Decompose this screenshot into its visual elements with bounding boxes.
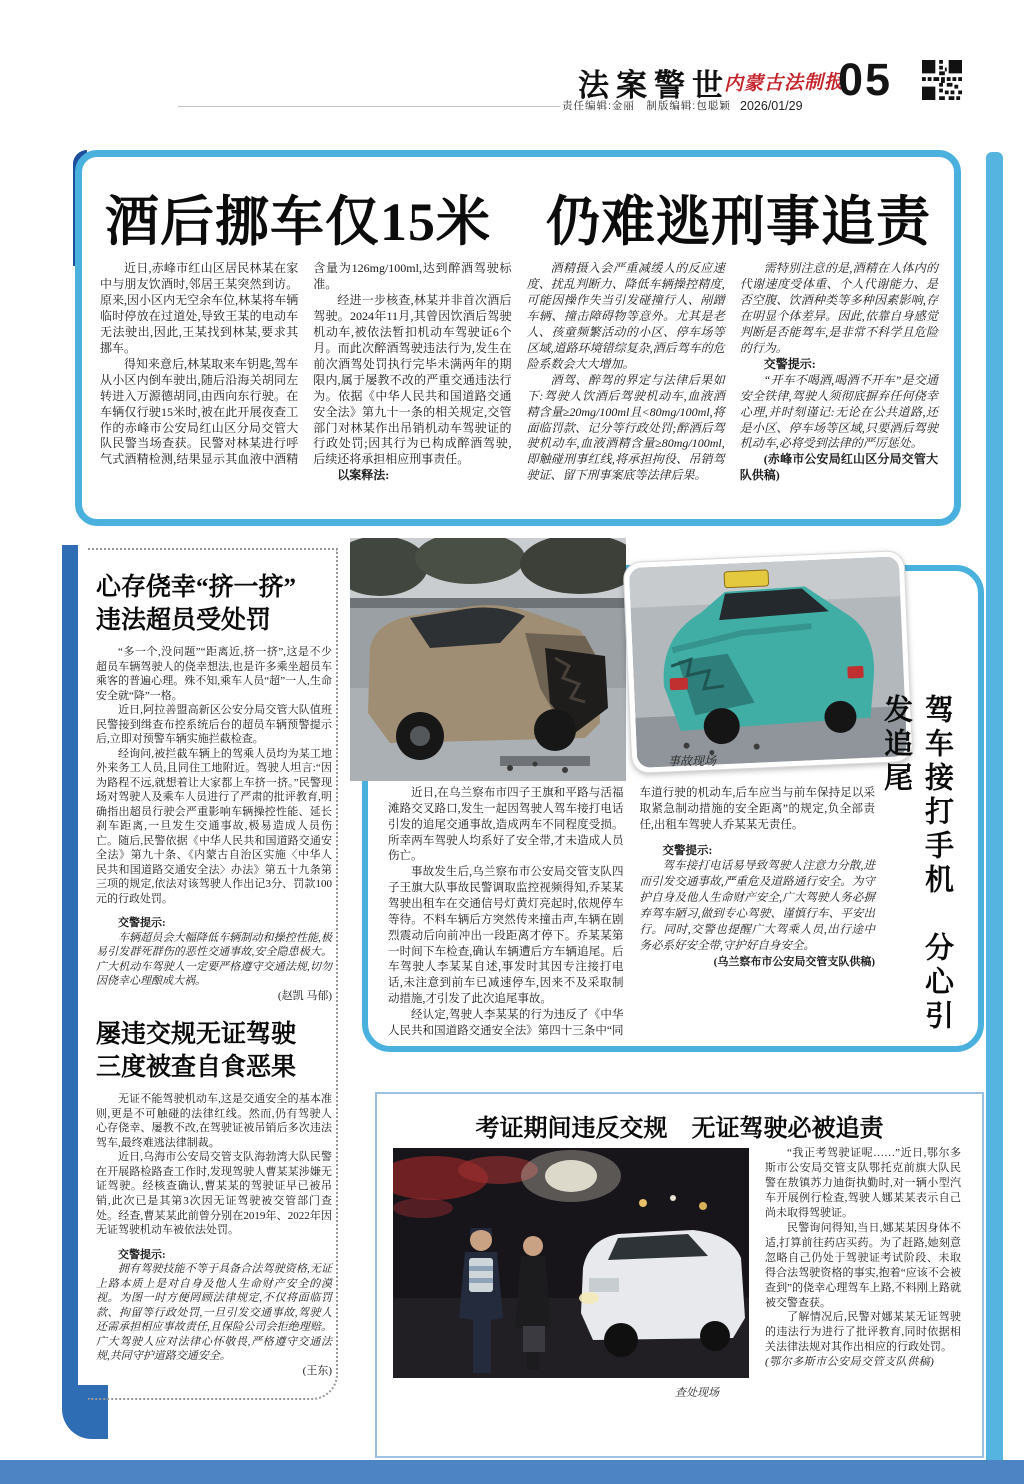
byline: (鄂尔多斯市公安局交管支队供稿) <box>765 1356 935 1369</box>
paragraph: 需特别注意的是,酒精在人体内的代谢速度受体重、个人代谢能力、是否空腹、饮酒种类等多种因素影响,存在明显个体差异。因此,依靠自身感觉判断是否能驾车,是非常不科学且危险的行为。 <box>739 261 938 355</box>
qr-code-icon <box>922 60 962 100</box>
exam-article-title: 考证期间违反交规 无证驾驶必被追责 <box>475 1116 884 1142</box>
crash-photo-suv <box>350 538 626 781</box>
phone-article-vertical-title: 驾车接打手机 分心引发追尾 <box>880 694 953 1034</box>
left-accent-bar <box>62 545 78 1387</box>
paragraph: 近日,阿拉善盟高新区公安分局交管大队值班民警接到缉查布控系统后台的超员车辆预警提示后,立即对预警车辆实施拦截检查。 <box>96 704 332 746</box>
crash-photo-sedan <box>623 550 914 774</box>
paragraph: “多一个,没问题”“距离近,挤一挤”,这是不少超员车辆驾驶人的侥幸想法,也是许多乘坐超员车乘客的普遍心理。殊不知,乘车人员“超”一人,生命安全就“降”一格。 <box>96 646 332 702</box>
byline: (赤峰市公安局红山区分局交管大队供稿) <box>739 452 938 483</box>
paragraph: 事故发生后,乌兰察布市公安局交管支队四子王旗大队事故民警调取监控视频得知,乔某某驾驶出租车在交通信号灯黄灯亮起时,依规停车等待。不料车辆后方突然传来撞击声,车辆在剧烈震动后向前冲出一段距离才停下。乔某某第一时间下车检查,确认车辆遭后方车辆追尾。后车驾驶人李某某自述,事发时其因专注接打电话,未注意到前车已减速停车,因来不及采取制动措施,才引发了此次追尾事故。 <box>388 866 624 1006</box>
photo-caption: 查处现场 <box>675 1387 719 1399</box>
photo-caption: 事故现场 <box>668 754 717 768</box>
police-tip-label: 交警提示: <box>118 917 166 930</box>
paragraph: 酒精摄入会严重减缓人的反应速度、扰乱判断力、降低车辆操控精度,可能因操作失当引发碰撞行人、剐蹭车辆、撞击障碍物等意外。尤其是老人、孩童频繁活动的小区、停车场等区域,道路环境错综复杂,酒后驾车的危险系数会大大增加。 <box>526 261 725 371</box>
overload-article-title <box>96 572 332 637</box>
paragraph: 拥有驾驶技能不等于具备合法驾驶资格,无证上路本质上是对自身及他人生命财产安全的漠视。为图一时方便罔顾法律规定,不仅将面临罚款、拘留等行政处罚,一旦引发交通事故,驾驶人还需承担相应事故责任,且保险公司会拒绝理赔。广大驾驶人应对法律心怀敬畏,严格遵守交通法规,共同守护道路交通安全。 <box>96 1263 332 1363</box>
police-tip-label: 交警提示: <box>118 1248 166 1261</box>
police-tip-label: 交警提示: <box>763 356 816 371</box>
paragraph: 近日,在乌兰察布市四子王旗和平路与活福滩路交叉路口,发生一起因驾驶人驾车接打电话引发的追尾交通事故,造成两车不同程度受损。所幸两车驾驶人均系好了安全带,才未造成人员伤亡。 <box>388 787 624 863</box>
paragraph: 近日,乌海市公安局交管支队海勃湾大队民警在开展路检路查工作时,发现驾驶人曹某某涉嫌无证驾驶。经核查确认,曹某某的驾驶证早已被吊销,此次已是其第3次因无证驾驶被交管部门查处。经查,曹某某此前曾分别在2019年、2022年因无证驾驶机动车被依法处罚。 <box>96 1151 332 1237</box>
section-title: 法案警世 <box>578 68 730 103</box>
title-line: 屡违交规无证驾驶 <box>96 1021 297 1049</box>
exam-article <box>375 1092 984 1458</box>
enforcement-photo <box>393 1148 749 1378</box>
header-rule <box>178 106 560 107</box>
paragraph: 近日,赤峰市红山区居民林某在家中与朋友饮酒时,邻居王某突然到访。原来,因小区内无空余车位,林某将车辆临时停放在过道处,导致王某的电动车无法驶出,因此,王某找到林某,要求其挪车。 <box>100 261 299 355</box>
title-line: 心存侥幸“挤一挤” <box>96 574 297 601</box>
paragraph: 民警询问得知,当日,娜某某因身体不适,打算前往药店买药。为了赶路,她刻意忽略自己仍处于驾驶证考试阶段、未取得合法驾驶资格的事实,抱着“应该不会被查到”的侥幸心理驾车上路,不料刚上路就被交警查获。 <box>765 1221 961 1309</box>
paragraph: 得知来意后,林某取来车钥匙,驾车从小区内倒车驶出,随后沿海关胡同左转进入万源德胡同,由西向东行驶。在车辆仅行驶15米时,被在此开展夜查工作的赤峰市公安局红山区分局交管大队民警当场查获。民警对林某进行呼气式酒精检测,结果显示其血液中酒精含量为126mg/100ml,达到醉酒驾驶标准。 <box>100 261 512 467</box>
paragraph: 无证不能驾驶机动车,这是交通安全的基本准则,更是不可触碰的法律红线。然而,仍有驾驶人心存侥幸、屡教不改,在驾驶证被吊销后多次违法驾车,最终难逃法律制裁。 <box>96 1093 332 1149</box>
left-column <box>96 572 332 1378</box>
exam-article-body <box>765 1146 961 1370</box>
paragraph: 车辆超员会大幅降低车辆制动和操控性能,极易引发群死群伤的恶性交通事故,安全隐患极大。广大机动车驾驶人一定要严格遵守交通法规,切勿因侥幸心理酿成大祸。 <box>96 931 332 988</box>
paragraph: 了解情况后,民警对娜某某无证驾驶的违法行为进行了批评教育,同时依据相关法律法规对其作出相应的行政处罚。 <box>765 1311 961 1354</box>
right-frame-bar <box>986 152 1003 1462</box>
paragraph: “我正考驾驶证呢……”近日,鄂尔多斯市公安局交管支队鄂托克前旗大队民警在敖镇苏力迪街执勤时,对一辆小型汽车开展例行检查,驾驶人娜某某表示自己尚未取得驾驶证。 <box>765 1147 961 1219</box>
paragraph: 经认定,驾驶人李某某的行为违反了《中华人民共和国道路交通安全法》第四十三条中“同车道行驶的机动车,后车应当与前车保持足以采取紧急制动措施的安全距离”的规定,负全部责任,出租车驾驶人乔某某无责任。 <box>388 787 875 1037</box>
phone-article-body <box>388 786 875 1052</box>
paragraph: 经询问,被拦截车辆上的驾乘人员均为某工地外来务工人员,且同住工地附近。驾驶人坦言:“因为路程不远,就想着让大家都上车挤一挤。”民警现场对驾驶人及乘车人员进行了严肃的批评教育,明确指出超员行驶会严重影响车辆操控性能、延长刹车距离,一旦发生交通事故,极易造成人员伤亡。随后,民警依据《中华人民共和国道路交通安全法》第九十条、《内蒙古自治区实施〈中华人民共和国道路交通安全法〉办法》第五十九条第三项的规定,依法对该驾驶人作出记3分、罚款100元的行政处罚。 <box>96 747 332 905</box>
byline: (赵凯 马郁) <box>277 989 332 1002</box>
masthead: 内蒙古法制报 <box>723 71 845 96</box>
lead-headline: 酒后挪车仅15米 仍难逃刑事追责 <box>105 192 931 252</box>
paragraph: 驾车接打电话易导致驾驶人注意力分散,进而引发交通事故,严重危及道路通行安全。为守护自身及他人生命财产安全,广大驾驶人务必摒弃驾车陋习,做到专心驾驶、谨慎行车、平安出行。同时,交警也提醒广大驾乘人员,出行途中务必系好安全带,守护好自身安全。 <box>639 860 875 952</box>
paragraph: 酒驾、醉驾的界定与法律后果如下:驾驶人饮酒后驾驶机动车,血液酒精含量≥20mg/100ml且<80mg/100ml,将面临罚款、记分等行政处罚;醉酒后驾驶机动车,血液酒精含量≥80mg/100ml,即触碰刑事红线,将承担拘役、吊销驾驶证、留下刑事案底等法律后果。 <box>526 372 725 483</box>
unlicensed-article-title <box>96 1019 332 1084</box>
editors-line: 责任编辑:金丽 制版编辑:包聪颖 <box>562 100 731 112</box>
bottom-frame-band <box>0 1460 1024 1484</box>
page-number: 05 <box>838 54 893 105</box>
lead-body <box>100 261 938 497</box>
lead-article <box>75 150 961 526</box>
police-tip-label: 交警提示: <box>662 844 713 857</box>
case-law-label: 以案释法: <box>337 468 390 483</box>
paragraph: 经进一步核查,林某并非首次酒后驾驶。2024年11月,其曾因饮酒后驾驶机动车,被依法暂扣机动车驾驶证6个月。而此次醉酒驾驶违法行为,发生在前次酒驾处罚执行完毕未满两年的期限内,属于屡教不改的严重交通违法行为。依据《中华人民共和国道路交通安全法》第九十一条的相关规定,交管部门对林某作出吊销机动车驾驶证的行政处罚;因其行为已构成醉酒驾驶,后续还将承担相应刑事责任。 <box>313 292 512 467</box>
paragraph: “开车不喝酒,喝酒不开车”是交通安全铁律,驾驶人须彻底摒弃任何侥幸心理,并时刻谨记:无论在公共道路,还是小区、停车场等区域,只要酒后驾驶机动车,必将受到法律的严厉惩处。 <box>739 372 938 451</box>
byline: (乌兰察布市公安局交管支队供稿) <box>713 955 875 968</box>
issue-date: 2026/01/29 <box>740 99 803 113</box>
title-line: 违法超员受处罚 <box>96 606 272 634</box>
byline: (王东) <box>302 1364 332 1377</box>
title-line: 三度被查自食恶果 <box>96 1053 297 1081</box>
